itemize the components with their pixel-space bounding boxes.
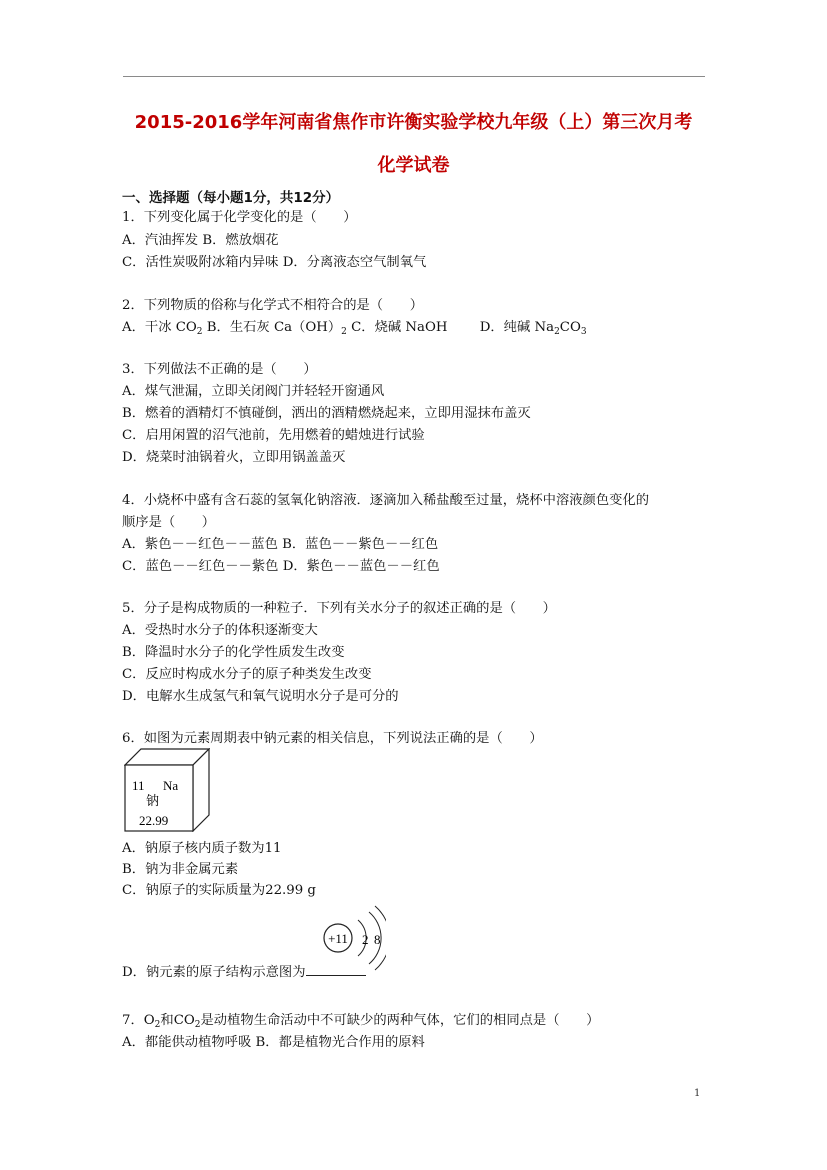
- section-heading: 一、选择题（每小题1分，共12分）: [122, 190, 340, 206]
- q3-option-b[interactable]: B．燃着的酒精灯不慎碰倒，洒出的酒精燃烧起来，立即用湿抹布盖灭: [122, 406, 531, 421]
- page-number: 1: [694, 1088, 701, 1099]
- element-symbol: Na: [163, 778, 179, 793]
- q3-stem: 3．下列做法不正确的是（ ）: [122, 362, 317, 377]
- exam-title-line1: 2015-2016学年河南省焦作市许衡实验学校九年级（上）第三次月考: [134, 112, 693, 133]
- q2-option-a[interactable]: A．干冰 $CO_2$: [122, 320, 203, 337]
- q4-options-cd: [122, 558, 440, 576]
- q1-options-cd: [122, 254, 426, 272]
- q5-option-a[interactable]: A．受热时水分子的体积逐渐变大: [122, 623, 318, 638]
- q4-stem-line2: 顺序是（ ）: [122, 515, 216, 530]
- q7-options-ab: [122, 1034, 425, 1052]
- q7-option-a[interactable]: A．都能供动植物呼吸: [122, 1035, 252, 1050]
- q5-option-b[interactable]: B．降温时水分子的化学性质发生改变: [122, 645, 345, 660]
- q2-stem: 2．下列物质的俗称与化学式不相符合的是（ ）: [122, 298, 423, 313]
- shell2-electrons: 8: [374, 932, 381, 947]
- q2-option-d[interactable]: D．纯碱 $Na_2CO_3$: [479, 320, 587, 337]
- q4-option-a[interactable]: A．紫色－－红色－－蓝色: [122, 537, 278, 552]
- q4-option-d[interactable]: D．紫色－－蓝色－－红色: [282, 559, 440, 574]
- shell1-electrons: 2: [362, 932, 369, 947]
- q5-option-c[interactable]: C．反应时构成水分子的原子种类发生改变: [122, 667, 372, 682]
- q1-option-b[interactable]: B．燃放烟花: [202, 233, 279, 248]
- q6-stem: 6．如图为元素周期表中钠元素的相关信息，下列说法正确的是（ ）: [122, 731, 543, 746]
- q4-option-b[interactable]: B．蓝色－－紫色－－红色: [282, 537, 439, 552]
- q4-options-ab: [122, 536, 438, 554]
- sodium-element-cell: [124, 748, 210, 832]
- q7-option-b[interactable]: B．都是植物光合作用的原料: [255, 1035, 425, 1050]
- q2-option-c[interactable]: C．烧碱 NaOH: [351, 320, 448, 335]
- q5-option-d[interactable]: D．电解水生成氢气和氧气说明水分子是可分的: [122, 689, 399, 704]
- q6-option-c[interactable]: C．钠原子的实际质量为22.99 g: [122, 883, 316, 898]
- q2-option-b[interactable]: B．生石灰 $Ca(OH)_2$: [206, 320, 347, 337]
- q1-option-a[interactable]: A．汽油挥发: [122, 233, 199, 248]
- q1-options-ab: [122, 232, 279, 250]
- q2-options: [122, 319, 587, 337]
- element-name: 钠: [146, 794, 160, 809]
- q3-option-d[interactable]: D．烧菜时油锅着火，立即用锅盖盖灭: [122, 450, 346, 465]
- q7-stem: 7．$O_2$和$CO_2$是动植物生命活动中不可缺少的两种气体，它们的相同点是（ ）: [122, 1013, 600, 1030]
- element-number: 11: [132, 778, 145, 793]
- q3-option-c[interactable]: C．启用闲置的沼气池前，先用燃着的蜡烛进行试验: [122, 428, 425, 443]
- answer-underline: [306, 963, 366, 976]
- q1-stem: 1．下列变化属于化学变化的是（ ）: [122, 210, 357, 225]
- q4-option-c[interactable]: C．蓝色－－红色－－紫色: [122, 559, 279, 574]
- nucleus-charge: +11: [328, 931, 348, 946]
- element-mass: 22.99: [139, 813, 169, 828]
- q1-option-c[interactable]: C．活性炭吸附冰箱内异味: [122, 255, 279, 270]
- q4-stem-line1: 4．小烧杯中盛有含石蕊的氢氧化钠溶液．逐滴加入稀盐酸至过量，烧杯中溶液颜色变化的: [122, 493, 650, 508]
- header-rule: [123, 76, 705, 77]
- q6-option-d[interactable]: D．钠元素的原子结构示意图为: [122, 963, 366, 982]
- q1-option-d[interactable]: D．分离液态空气制氧气: [282, 255, 427, 270]
- exam-title-line2: 化学试卷: [377, 155, 450, 176]
- q5-stem: 5．分子是构成物质的一种粒子．下列有关水分子的叙述正确的是（ ）: [122, 601, 556, 616]
- q6-option-b[interactable]: B．钠为非金属元素: [122, 862, 239, 877]
- q6-option-a[interactable]: A．钠原子核内质子数为11: [122, 841, 282, 856]
- q3-option-a[interactable]: A．煤气泄漏，立即关闭阀门并轻轻开窗通风: [122, 384, 385, 399]
